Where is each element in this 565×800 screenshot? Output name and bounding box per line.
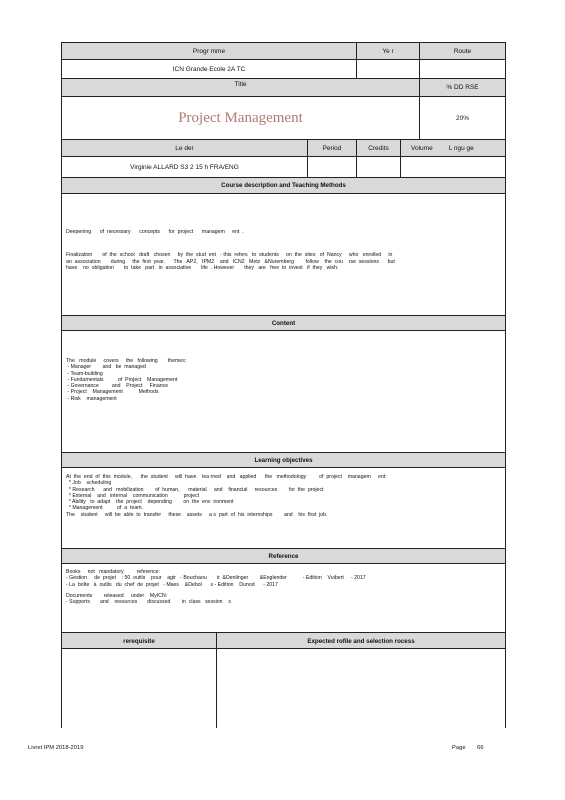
route-label: Route: [419, 43, 505, 60]
objectives-line: * Management of a team.: [66, 505, 143, 512]
footer-left: Livret IPM 2018-2019: [28, 745, 84, 751]
reference-heading: Reference: [62, 548, 505, 564]
leader-header-row: [62, 139, 505, 157]
title-value-row: [62, 97, 505, 139]
leader-label: Le der: [175, 145, 194, 152]
reference-body: [66, 569, 498, 605]
content-intro: The module covers the following themes:: [66, 358, 187, 364]
programme-header-row: [62, 42, 505, 60]
prerequisite-body: [62, 649, 216, 728]
description-body: [66, 229, 498, 271]
description-line-3: have no obligation to take part in associative life . However they are free to invest if they wish.: [66, 264, 339, 271]
prerequisite-heading: rerequisite: [123, 637, 155, 645]
leader-value: Virginie ALLARD S3 2 15 h FRA/ENG: [130, 163, 239, 171]
volume-value: [400, 157, 505, 177]
objectives-line: * Research and mobilization of human, material and financial resources for the project: [66, 486, 324, 493]
expected-profile-body: [216, 649, 505, 728]
leader-value-row: [62, 157, 505, 178]
reference-line: Books not mandatory reference:: [66, 569, 160, 575]
objectives-line: The student will be able to transfer these assets a s part of his internships and his first job.: [66, 511, 328, 518]
programme-value: ICN Grande Ecole 2A TC: [172, 65, 246, 73]
footer-page-number: 66: [477, 745, 484, 751]
credits-value: [356, 157, 400, 177]
course-title: Project Management: [178, 109, 303, 126]
description-paragraph-1: Deepening of necessary concepts for project managem ent .: [66, 229, 244, 235]
volume-language-label: [400, 140, 505, 157]
programme-value-row: [62, 60, 505, 78]
programme-label: Progr mme: [192, 48, 226, 55]
language-label: L ngu ge: [448, 145, 474, 152]
reference-line: - Supports and resources discussed in class session s: [66, 599, 231, 606]
objectives-line: * Ability to adapt the project depending on the env ironment: [66, 499, 234, 506]
objectives-line: At the end of this module, the student will have lea rned and applied the methodology of project managem ent:: [66, 474, 387, 480]
period-label: Period: [307, 140, 356, 157]
objectives-line: * Job scheduling: [66, 480, 112, 487]
year-value: [356, 60, 419, 78]
content-item: - Team-building: [66, 370, 103, 377]
content-body: [66, 358, 498, 402]
content-item: - Fundamentals of Project Management: [66, 376, 178, 383]
route-value: [419, 60, 505, 78]
prerequisite-heading-row: [62, 632, 505, 649]
description-line-2: an association during the first year. The AP2, IPM2 and ICN2 Metz &Nuremberg follow the cou rse sessions but: [66, 258, 395, 265]
content-item: - Project Management Methods: [66, 389, 159, 396]
footer-page: [452, 745, 484, 751]
credits-label: Credits: [356, 140, 400, 157]
expected-profile-heading: Expected rofile and selection rocess: [216, 633, 505, 649]
dd-rse-value: 20%: [419, 97, 505, 139]
reference-line: - Gestion de projet : 50 outils pour agir - Bouchaou ir &Denlinger &Englender - Edition Vuibert - 2017: [66, 575, 366, 582]
content-item: - Risk management: [66, 395, 117, 402]
volume-label: Volume: [411, 145, 433, 152]
content-item: - Manager and be managed: [66, 364, 146, 371]
dd-rse-label: % DD RSE: [419, 79, 505, 96]
period-value: [307, 157, 356, 177]
description-line-1: Finalization of the school draft chosen by the stud ent - this refers to students on the sites of Nancy who enrolled in: [66, 252, 393, 259]
content-item: - Governance and Project Finance: [66, 383, 169, 390]
footer-page-label: Page: [452, 745, 466, 751]
reference-line: Documents released under MyICN:: [66, 592, 168, 599]
year-label: Ye r: [356, 43, 419, 60]
title-header-row: [62, 78, 505, 97]
content-heading: Content: [62, 315, 505, 331]
objectives-body: [66, 474, 498, 518]
prerequisite-body-row: [62, 649, 505, 728]
description-heading: Course description and Teaching Methods: [62, 178, 505, 194]
objectives-line: * External and internal communication project: [66, 492, 200, 499]
objectives-heading: Learning objectives: [62, 452, 505, 468]
course-sheet: [61, 42, 506, 728]
reference-line: - La boîte à outils du chef de projet - Maes &Debol s - Edition Dunod - 2017: [66, 581, 278, 588]
title-label: Title: [62, 79, 419, 96]
